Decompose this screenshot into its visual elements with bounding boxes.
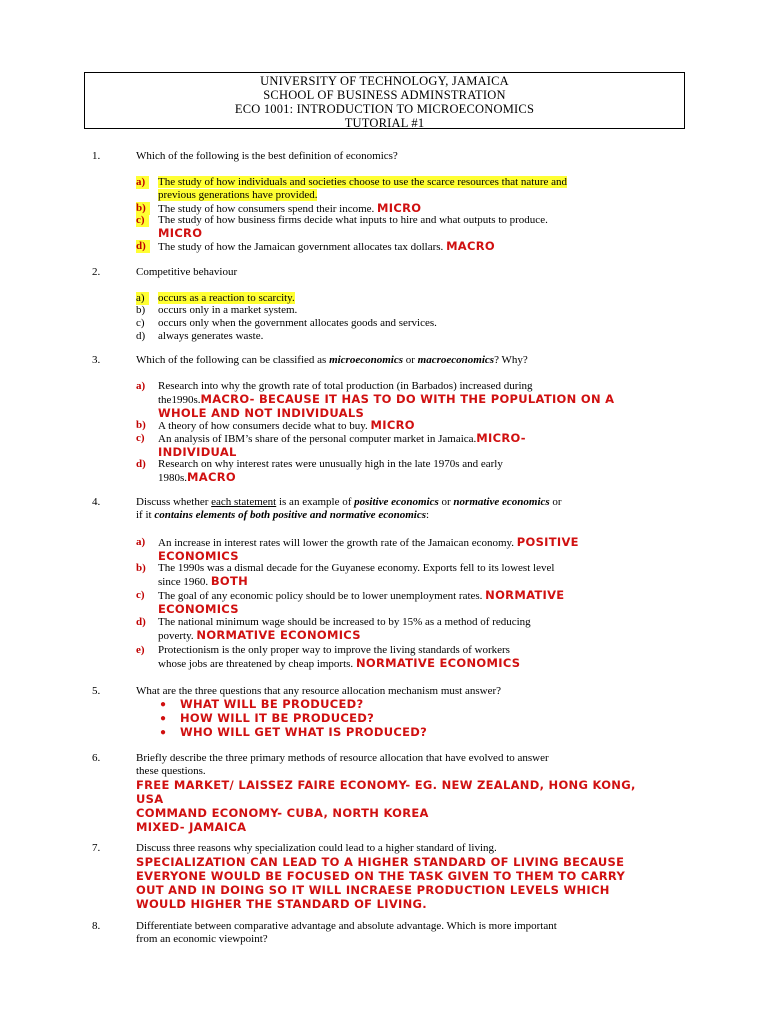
option-text: Research into why the growth rate of total production (in Barbados) increased during xyxy=(158,380,533,392)
document-header xyxy=(84,72,685,129)
question-number: 1. xyxy=(92,150,101,162)
answer-text: OUT AND IN DOING SO IT WILL INCRAESE PRODUCTION LEVELS WHICH xyxy=(136,883,610,897)
question-text: Briefly describe the three primary methods of resource allocation that have evolved to answer these questions. xyxy=(136,752,549,777)
school-name: SCHOOL OF BUSINESS ADMINSTRATION xyxy=(263,88,506,102)
option-text: The study of how consumers spend their income. xyxy=(158,203,375,215)
question-number: 7. xyxy=(92,842,101,854)
option-text: The 1990s was a dismal decade for the Guyanese economy. Exports fell to its lowest level xyxy=(158,562,555,574)
option-label: c) xyxy=(136,214,149,227)
question-number: 4. xyxy=(92,496,101,508)
question-number: 5. xyxy=(92,685,101,697)
option-label: a) xyxy=(136,176,149,189)
answer-text: NORMATIVE xyxy=(485,588,565,602)
option-label: b) xyxy=(136,562,146,574)
answer-text-cont: ECONOMICS xyxy=(158,549,239,563)
option-label: c) xyxy=(136,432,145,444)
answer-text-cont: WHOLE AND NOT INDIVIDUALS xyxy=(158,406,365,420)
question-text: Discuss three reasons why specialization could lead to a higher standard of living. xyxy=(136,842,497,854)
option-label: c) xyxy=(136,589,145,601)
answer-text: MIXED- JAMAICA xyxy=(136,820,247,834)
question-number: 8. xyxy=(92,920,101,932)
answer-text: USA xyxy=(136,792,164,806)
tutorial-title: TUTORIAL #1 xyxy=(344,116,425,130)
option-label: b) xyxy=(136,419,146,431)
answer-text: FREE MARKET/ LAISSEZ FAIRE ECONOMY- EG. NEW ZEALAND, HONG KONG, xyxy=(136,778,636,792)
bullet-icon: ● xyxy=(160,699,167,710)
option-text: occurs only in a market system. xyxy=(158,304,298,316)
option-label: a) xyxy=(136,380,146,392)
question-text: Which of the following is the best definition of economics? xyxy=(136,150,398,162)
option-text: A theory of how consumers decide what to buy. xyxy=(158,420,368,432)
answer-text-cont: INDIVIDUAL xyxy=(158,445,237,459)
option-text: The study of how the Jamaican government allocates tax dollars. xyxy=(158,241,444,253)
question-number: 2. xyxy=(92,266,101,278)
question-number: 6. xyxy=(92,752,101,764)
answer-text: WHAT WILL BE PRODUCED? xyxy=(180,697,364,711)
option-text-cont: whose jobs are threatened by cheap imports. xyxy=(158,658,354,670)
answer-text: MACRO xyxy=(446,239,495,253)
option-label: a) xyxy=(136,536,146,548)
answer-text: WHO WILL GET WHAT IS PRODUCED? xyxy=(180,725,428,739)
course-title: ECO 1001: INTRODUCTION TO MICROECONOMICS xyxy=(234,102,535,116)
option-text: The study of how business firms decide what inputs to hire and what outputs to produce. xyxy=(158,214,548,226)
answer-text: MICRO- xyxy=(476,431,526,445)
question-text: Which of the following can be classified as microeconomics or macroeconomics? Why? xyxy=(136,354,528,366)
question-text: Competitive behaviour xyxy=(136,266,238,278)
answer-text: MICRO xyxy=(377,201,422,215)
option-text: An increase in interest rates will lower the growth rate of the Jamaican economy. xyxy=(158,537,515,549)
answer-text: COMMAND ECONOMY- CUBA, NORTH KOREA xyxy=(136,806,429,820)
option-label: d) xyxy=(136,458,146,470)
answer-text: POSITIVE xyxy=(516,535,579,549)
option-label: e) xyxy=(136,644,145,656)
option-label: c) xyxy=(136,317,145,329)
answer-text: EVERYONE WOULD BE FOCUSED ON THE TASK GIVEN TO THEM TO CARRY xyxy=(136,869,626,883)
q7-answer xyxy=(136,855,676,911)
answer-text: WOULD HIGHER THE STANDARD OF LIVING. xyxy=(136,897,427,911)
answer-text: MACRO- BECAUSE IT HAS TO DO WITH THE POPULATION ON A xyxy=(200,392,615,406)
answer-text: MACRO xyxy=(187,470,236,484)
answer-text: HOW WILL IT BE PRODUCED? xyxy=(180,711,375,725)
answer-text: NORMATIVE ECONOMICS xyxy=(196,628,361,642)
option-text: The national minimum wage should be increased to by 15% as a method of reducing xyxy=(158,616,531,628)
question-text: What are the three questions that any resource allocation mechanism must answer? xyxy=(136,685,502,697)
answer-text-cont: ECONOMICS xyxy=(158,602,239,616)
question-text: Differentiate between comparative advantage and absolute advantage. Which is more important from an economic viewpoint? xyxy=(136,920,557,945)
question-text: Discuss whether each statement is an example of positive economics or normative economics or if it contains elements of both positive and normative economics: xyxy=(136,496,562,521)
option-text-cont: since 1960. xyxy=(158,576,209,588)
option-text: occurs as a reaction to scarcity. xyxy=(158,292,295,304)
option-label: d) xyxy=(136,616,146,628)
option-label: b) xyxy=(136,304,146,316)
option-text: An analysis of IBM’s share of the personal computer market in Jamaica. xyxy=(158,433,477,445)
bullet-icon: ● xyxy=(160,713,167,724)
answer-text: SPECIALIZATION CAN LEAD TO A HIGHER STANDARD OF LIVING BECAUSE xyxy=(136,855,625,869)
question-number: 3. xyxy=(92,354,101,366)
option-text-cont: previous generations have provided. xyxy=(158,189,318,201)
option-label: d) xyxy=(136,330,146,342)
option-label: b) xyxy=(136,202,150,215)
option-text-cont: the1990s. xyxy=(158,394,201,406)
option-text: Protectionism is the only proper way to improve the living standards of workers xyxy=(158,644,510,656)
q6-answer xyxy=(136,778,676,834)
option-text: always generates waste. xyxy=(158,330,264,342)
option-text: The goal of any economic policy should be to lower unemployment rates. xyxy=(158,590,483,602)
answer-text: MICRO xyxy=(370,418,415,432)
option-text: occurs only when the government allocates goods and services. xyxy=(158,317,437,329)
bullet-icon: ● xyxy=(160,727,167,738)
option-text-cont: 1980s. xyxy=(158,472,188,484)
option-label: a) xyxy=(136,292,149,305)
option-label: d) xyxy=(136,240,150,253)
answer-text: NORMATIVE ECONOMICS xyxy=(355,656,521,670)
option-text: Research on why interest rates were unusually high in the late 1970s and early xyxy=(158,458,503,470)
option-text: The study of how individuals and societies choose to use the scarce resources that nature and xyxy=(158,176,568,188)
university-name: UNIVERSITY OF TECHNOLOGY, JAMAICA xyxy=(260,74,509,88)
answer-text: MICRO xyxy=(158,226,203,240)
option-text-cont: poverty. xyxy=(158,630,194,642)
answer-text: BOTH xyxy=(210,574,249,588)
